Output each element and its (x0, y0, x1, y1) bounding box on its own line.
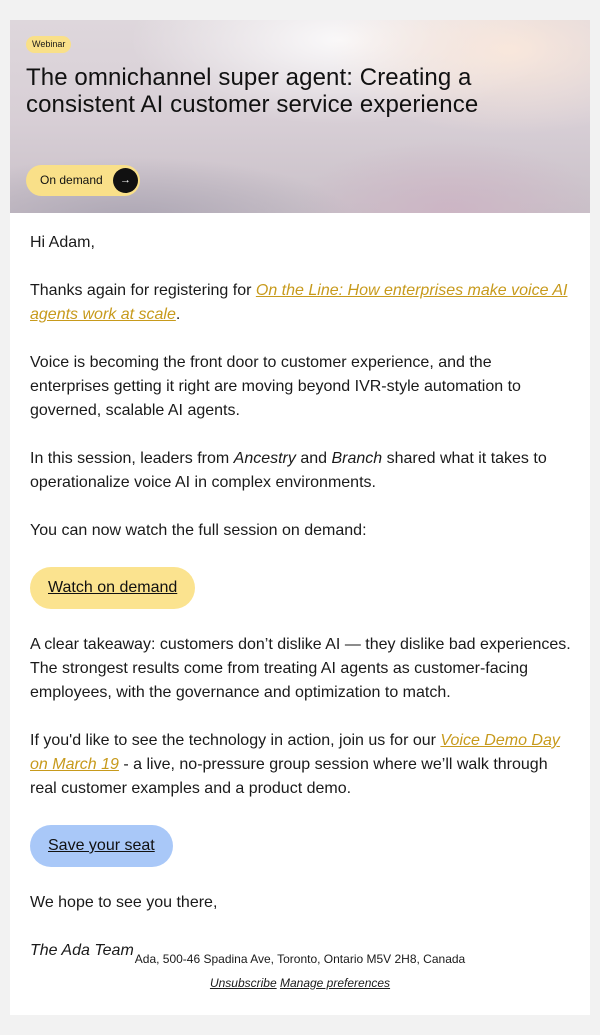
footer-address: Ada, 500-46 Spadina Ave, Toronto, Ontario M5V 2H8, Canada (134, 952, 466, 966)
email-body (30, 231, 575, 987)
greeting: Hi Adam, (30, 234, 95, 251)
watch-on-demand-button[interactable]: Watch on demand (30, 567, 195, 609)
on-demand-label: On demand (40, 173, 103, 187)
manage-preferences-link[interactable]: Manage preferences (279, 976, 391, 990)
paragraph-registration (30, 279, 575, 327)
paragraph-text: - a live, no-pressure group session where we’ll walk through real customer examples and a product demo. (30, 756, 548, 797)
webinar-badge: Webinar (26, 36, 71, 53)
signature-text: The Ada Team (30, 942, 134, 959)
save-your-seat-button[interactable]: Save your seat (30, 825, 173, 867)
paragraph-text: and (295, 450, 332, 467)
unsubscribe-link[interactable]: Unsubscribe (209, 976, 277, 990)
paragraph-text: . (175, 306, 181, 323)
paragraph-text: In this session, leaders from (30, 450, 234, 467)
paragraph-session (30, 447, 575, 495)
footer (10, 947, 590, 995)
paragraph-demo-day (30, 729, 575, 801)
closing-line: We hope to see you there, (30, 894, 218, 911)
on-demand-button[interactable] (26, 165, 140, 196)
paragraph-voice: Voice is becoming the front door to customer experience, and the enterprises getting it right are moving beyond IVR-style automation to governed, scalable AI agents. (30, 354, 521, 419)
paragraph-text: Thanks again for registering for (30, 282, 256, 299)
paragraph-text: If you'd like to see the technology in action, join us for our (30, 732, 441, 749)
paragraph-watch: You can now watch the full session on demand: (30, 522, 367, 539)
paragraph-takeaway: A clear takeaway: customers don’t dislike AI — they dislike bad experiences. The strongest results come from treating AI agents as customer-facing employees, with the governance and optimization to match. (30, 636, 571, 701)
webinar-link[interactable]: On the Line: How enterprises make voice AI agents work at scale (30, 282, 568, 323)
email-card (10, 20, 590, 1015)
hero-title: The omnichannel super agent: Creating a consistent AI customer service experience (26, 64, 479, 118)
paragraph-text: shared what it takes to operationalize voice AI in complex environments. (30, 450, 547, 491)
company-ancestry: Ancestry (233, 450, 296, 467)
company-branch: Branch (331, 450, 383, 467)
footer-links (10, 971, 590, 995)
demo-day-link[interactable]: Voice Demo Day on March 19 (30, 732, 560, 773)
hero-banner (10, 20, 590, 213)
arrow-right-icon: → (113, 168, 138, 193)
